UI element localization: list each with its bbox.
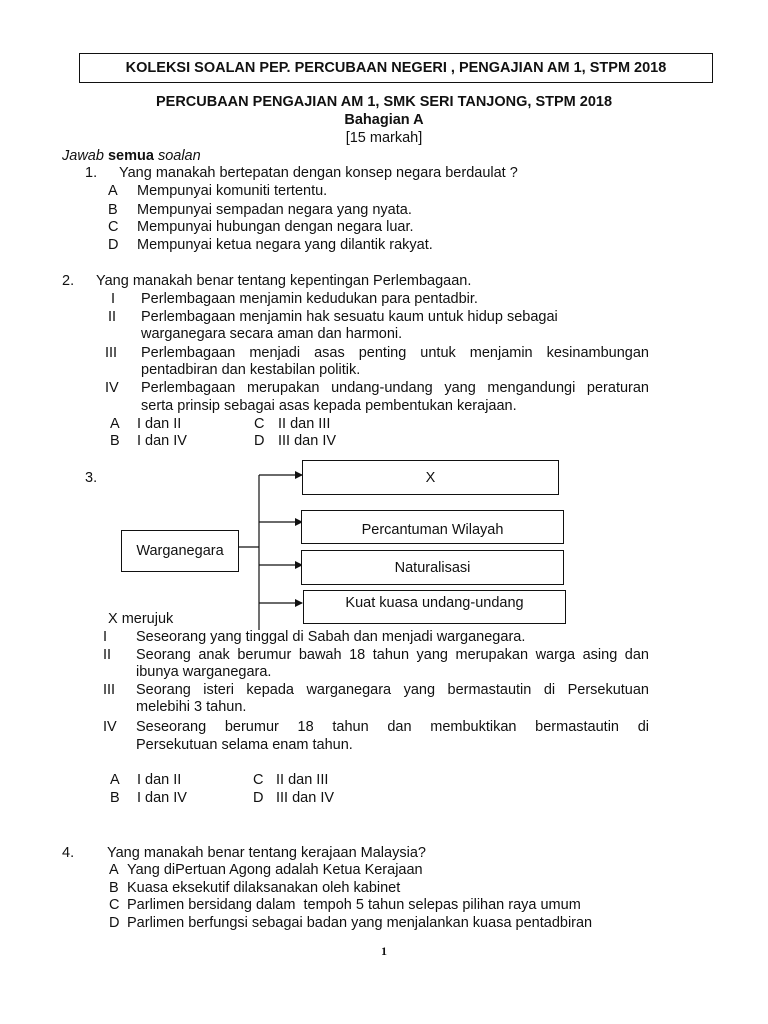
q4-text: Yang manakah benar tentang kerajaan Malaysia? <box>107 845 426 861</box>
q4-option-text: Yang diPertuan Agong adalah Ketua Kerajaan <box>127 862 423 878</box>
q2-answer-letter: A <box>110 416 120 432</box>
section-part: Bahagian A <box>344 112 424 128</box>
q3-target-box-percantuman <box>301 510 564 544</box>
q3-target-label: Percantuman Wilayah <box>361 522 504 538</box>
q3-answer-text: III dan IV <box>276 790 335 806</box>
q3-answer-text: II dan III <box>276 772 329 788</box>
q3-answer-letter: A <box>110 772 120 788</box>
q3-answer-letter: D <box>253 790 264 806</box>
q2-item-line: serta prinsip sebagai asas kepada pembentukan kerajaan. <box>141 398 517 414</box>
q3-source-label: Warganegara <box>136 543 224 559</box>
q4-number: 4. <box>62 845 75 861</box>
q2-answer-text: III dan IV <box>278 433 337 449</box>
q3-source-box <box>121 530 239 572</box>
q3-item-line: Seorang anak berumur bawah 18 tahun yang merupakan warga asing dan <box>136 647 649 663</box>
q1-option-letter: D <box>108 237 119 253</box>
q3-item-line: Persekutuan selama enam tahun. <box>136 737 353 753</box>
q3-item-line: melebihi 3 tahun. <box>136 699 247 715</box>
q4-option-letter: C <box>109 897 120 913</box>
q1-option-text: Mempunyai hubungan dengan negara luar. <box>137 219 414 235</box>
instruction-bold: semua <box>107 148 154 164</box>
q3-item-line: ibunya warganegara. <box>136 664 272 680</box>
q3-target-label: Naturalisasi <box>394 559 471 576</box>
q2-item-line: Perlembagaan merupakan undang-undang yang mengandungi peraturan <box>141 380 649 396</box>
q1-option-letter: B <box>108 202 118 218</box>
q3-answer-text: I dan II <box>137 772 182 788</box>
section-marks: [15 markah] <box>345 130 423 146</box>
section-title: PERCUBAAN PENGAJIAN AM 1, SMK SERI TANJONG, STPM 2018 <box>155 94 613 110</box>
q4-option-text: Parlimen berfungsi sebagai badan yang menjalankan kuasa pentadbiran <box>127 915 593 931</box>
page-number: 1 <box>381 944 387 958</box>
q3-answer-letter: C <box>253 772 264 788</box>
q3-refers: X merujuk <box>108 611 174 627</box>
q2-item-line: pentadbiran dan kestabilan politik. <box>141 362 361 378</box>
collection-title: KOLEKSI SOALAN PEP. PERCUBAAN NEGERI , PENGAJIAN AM 1, STPM 2018 <box>125 60 667 76</box>
q3-item-roman: IV <box>103 719 117 735</box>
q3-answer-letter: B <box>110 790 120 806</box>
q4-option-text: Kuasa eksekutif dilaksanakan oleh kabinet <box>127 880 401 896</box>
q3-target-label: X <box>425 469 436 486</box>
q4-option-letter: D <box>109 915 120 931</box>
q3-item-line: Seseorang yang tinggal di Sabah dan menjadi warganegara. <box>136 629 526 645</box>
q3-answer-text: I dan IV <box>137 790 187 806</box>
q1-option-text: Mempunyai ketua negara yang dilantik rakyat. <box>137 237 433 253</box>
instruction-pre: Jawab <box>62 148 104 164</box>
q3-item-line: Seseorang berumur 18 tahun dan membuktikan bermastautin di <box>136 719 649 735</box>
q3-target-box-naturalisasi <box>301 550 564 585</box>
q4-option-letter: A <box>109 862 119 878</box>
q3-item-roman: II <box>103 647 112 663</box>
q1-option-letter: A <box>108 183 118 199</box>
q4-option-text: Parlimen bersidang dalam tempoh 5 tahun selepas pilihan raya umum <box>127 897 581 913</box>
q3-target-box-kuatkuasa <box>303 590 566 624</box>
q2-number: 2. <box>62 273 75 289</box>
q2-answer-letter: D <box>254 433 265 449</box>
q2-answer-letter: B <box>110 433 120 449</box>
q2-answer-text: I dan IV <box>137 433 187 449</box>
q2-item-roman: I <box>111 291 116 307</box>
q1-option-text: Mempunyai komuniti tertentu. <box>137 183 328 199</box>
q2-item-line: Perlembagaan menjamin hak sesuatu kaum untuk hidup sebagai <box>141 309 558 325</box>
q3-target-box-x <box>302 460 559 495</box>
q2-item-roman: IV <box>105 380 119 396</box>
q2-item-line: Perlembagaan menjadi asas penting untuk menjamin kesinambungan <box>141 345 649 361</box>
q1-option-text: Mempunyai sempadan negara yang nyata. <box>137 202 412 218</box>
q3-item-roman: III <box>103 682 116 698</box>
instruction-post: soalan <box>157 148 201 164</box>
q2-answer-letter: C <box>254 416 265 432</box>
q2-item-roman: II <box>108 309 117 325</box>
q2-answer-text: I dan II <box>137 416 182 432</box>
q3-item-line: Seorang isteri kepada warganegara yang bermastautin di Persekutuan <box>136 682 649 698</box>
q2-text: Yang manakah benar tentang kepentingan Perlembagaan. <box>96 273 472 289</box>
q2-answer-text: II dan III <box>278 416 331 432</box>
q1-option-letter: C <box>108 219 119 235</box>
q2-item-roman: III <box>105 345 118 361</box>
q3-number: 3. <box>85 470 98 486</box>
q2-item-line: warganegara secara aman dan harmoni. <box>141 326 403 342</box>
q1-number: 1. <box>85 165 98 181</box>
q3-target-label: Kuat kuasa undang-undang <box>345 595 524 611</box>
q4-option-letter: B <box>109 880 119 896</box>
q1-text: Yang manakah bertepatan dengan konsep negara berdaulat ? <box>119 165 518 181</box>
q3-item-roman: I <box>103 629 108 645</box>
q2-item-line: Perlembagaan menjamin kedudukan para pentadbir. <box>141 291 478 307</box>
